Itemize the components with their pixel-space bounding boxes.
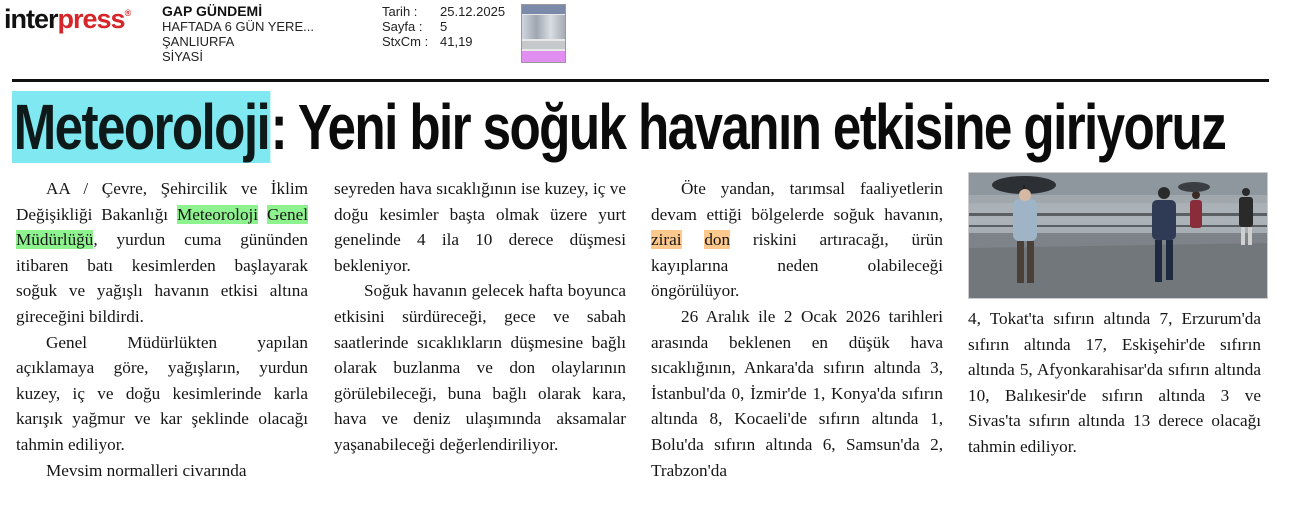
publication-city: ŞANLIURFA — [162, 34, 235, 49]
article-column-4 — [968, 306, 1261, 460]
headline-rest: : Yeni bir soğuk havanın etkisine giriyoruz — [270, 91, 1226, 163]
page-thumbnail[interactable] — [521, 4, 566, 63]
publication-meta — [162, 4, 314, 64]
article-paragraph: Genel Müdürlükten yapılan açıklamaya göre, yağışların, yurdun kuzey, iç ve doğu kesimlerinde karla karışık yağmur ve kar şeklinde olacağı tahmin ediliyor. — [16, 332, 308, 454]
article-paragraph: seyreden hava sıcaklığının ise kuzey, iç ve doğu kesimler başta olmak üzere yurt genelinde 4 ila 10 derece düşmesi bekleniyor. — [334, 179, 626, 275]
publication-category: SİYASİ — [162, 49, 203, 64]
keyword-highlight: Meteoroloji — [176, 204, 259, 224]
rainy-street-illustration — [969, 173, 1267, 298]
page-value: 5 — [440, 19, 448, 34]
article-photo — [968, 172, 1268, 299]
logo-text-part2: press — [57, 4, 125, 34]
clipping-info — [382, 4, 505, 49]
article-column-1 — [16, 176, 308, 483]
article-paragraph: AA / Çevre, Şehircilik ve İklim Değişikliği Bakanlığı Meteoroloji Genel Müdürlüğü, yurdun cuma gününden itibaren batı kesimlerden başlayarak soğuk ve yağışlı havanın etkisi altına gireceğini bildirdi. — [16, 179, 308, 326]
article-column-3 — [651, 176, 943, 483]
date-value: 25.12.2025 — [440, 4, 506, 19]
keyword-highlight: don — [704, 230, 731, 250]
keyword-highlight: Müdürlüğü — [16, 230, 94, 250]
header-divider — [12, 79, 1269, 82]
publication-name: GAP GÜNDEMİ — [162, 3, 263, 19]
date-label: Tarih : — [382, 4, 418, 19]
logo-text-part1: inter — [4, 4, 58, 34]
article-headline — [12, 86, 1226, 168]
page-label: Sayfa : — [382, 19, 423, 34]
keyword-highlight: zirai — [651, 230, 682, 250]
headline-keyword-highlight: Meteoroloji — [13, 91, 270, 163]
stxcm-value: 41,19 — [440, 34, 473, 49]
stxcm-label: StxCm : — [382, 34, 429, 49]
article-paragraph: 4, Tokat'ta sıfırın altında 7, Erzurum'da sıfırın altında 17, Eskişehir'de sıfırın altında 5, Afyonkarahisar'da sıfırın altında 10, Balıkesir'de sıfırın altında 3 ve Sivas'ta sıfırın altında 13 derece olacağı tahmin ediliyor. — [968, 309, 1261, 456]
stxcm-row — [382, 34, 505, 49]
article-paragraph: Mevsim normalleri civarında — [46, 460, 247, 480]
article-paragraph: 26 Aralık ile 2 Ocak 2026 tarihleri arasında beklenen en düşük hava sıcaklığının, Ankara'da sıfırın altında 3, İstanbul'da 0, İzmir'de 1, Konya'da sıfırın altında 8, Kocaeli'de sıfırın altında 1, Bolu'da sıfırın altında 6, Samsun'da 2, Trabzon'da — [651, 306, 943, 480]
article-paragraph: Öte yandan, tarımsal faaliyetlerin devam ettiği bölgelerde soğuk havanın, zirai don riskini artıracağı, ürün kayıplarına neden olabileceği öngörülüyor. — [651, 179, 943, 301]
article-paragraph: Soğuk havanın gelecek hafta boyunca etkisini sürdüreceği, gece ve sabah saatlerinde sıcaklıkların düşmesine bağlı olarak buzlanma ve don olaylarının görülebileceği, buna bağlı olarak kara, hava ve deniz ulaşımında aksamalar yaşanabileceği değerlendiriliyor. — [334, 281, 626, 454]
date-row — [382, 4, 505, 19]
publication-frequency: HAFTADA 6 GÜN YERE... — [162, 19, 314, 34]
keyword-highlight: Genel — [266, 204, 308, 224]
article-column-2 — [334, 176, 626, 458]
logo-registered-mark: ® — [124, 8, 131, 18]
interpress-logo — [4, 4, 130, 35]
page-row — [382, 19, 505, 34]
